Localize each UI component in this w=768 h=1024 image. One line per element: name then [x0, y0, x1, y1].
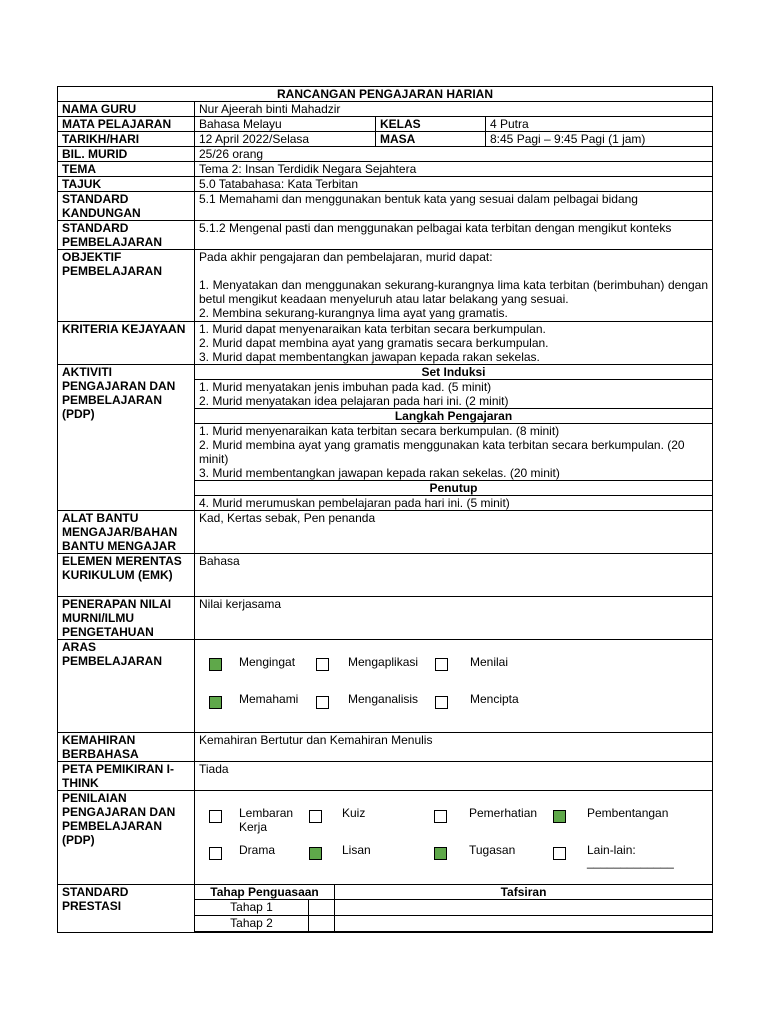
tafsiran-row-cell	[335, 900, 713, 916]
set-induksi-heading: Set Induksi	[195, 365, 712, 380]
peta-label: PETA PEMIKIRAN I-THINK	[58, 762, 195, 791]
tahap-row-cell	[309, 916, 335, 932]
kelas-label: KELAS	[376, 117, 486, 132]
objektif-item: 1. Menyatakan dan menggunakan sekurang-kurangnya lima kata terbitan (berimbuhan) dengan betul mengikut keadaan menyeluruh atau latar belakang yang sesuai.	[199, 278, 709, 306]
penilaian-checkbox-tugasan[interactable]	[434, 847, 447, 860]
tahap-row-label: Tahap 1	[195, 900, 309, 916]
aras-option-label: Menilai	[470, 655, 509, 669]
mata-pelajaran-label: MATA PELAJARAN	[58, 117, 195, 132]
aktiviti-label: AKTIVITI PENGAJARAN DAN PEMBELAJARAN (PDP)	[58, 365, 195, 511]
penilaian-option-label: Kuiz	[342, 806, 366, 820]
penutup-heading: Penutup	[195, 481, 712, 496]
kriteria-item: 3. Murid dapat membentangkan jawapan kepada rakan sekelas.	[199, 350, 540, 364]
penilaian-checkbox-pemerhatian[interactable]	[434, 810, 447, 823]
emk-value: Bahasa	[195, 554, 713, 597]
kriteria-item: 1. Murid dapat menyenaraikan kata terbitan secara berkumpulan.	[199, 322, 546, 336]
aras-checkbox-grid	[195, 640, 712, 732]
kelas-value: 4 Putra	[486, 117, 713, 132]
aras-checkbox-mengingat[interactable]	[209, 658, 222, 671]
kriteria-label: KRITERIA KEJAYAAN	[58, 322, 195, 365]
standard-pembelajaran-label: STANDARD PEMBELAJARAN	[58, 221, 195, 250]
langkah-item: 2. Murid membina ayat yang gramatis menggunakan kata terbitan secara berkumpulan. (20 minit)	[199, 438, 685, 466]
peta-value: Tiada	[195, 762, 713, 791]
emk-label: ELEMEN MERENTAS KURIKULUM (EMK)	[58, 554, 195, 597]
kriteria-value	[195, 322, 713, 365]
objektif-value	[195, 250, 713, 322]
tahap-row-cell	[309, 900, 335, 916]
tafsiran-row-cell	[335, 916, 713, 932]
alat-bantu-value: Kad, Kertas sebak, Pen penanda	[195, 511, 713, 554]
langkah-item: 1. Murid menyenaraikan kata terbitan secara berkumpulan. (8 minit)	[199, 424, 560, 438]
tajuk-label: TAJUK	[58, 177, 195, 192]
penilaian-checkbox-lisan[interactable]	[309, 847, 322, 860]
penilaian-option-label: Pemerhatian	[469, 806, 538, 820]
standard-pembelajaran-value: 5.1.2 Mengenal pasti dan menggunakan pelbagai kata terbitan dengan mengikut konteks	[195, 221, 713, 250]
penilaian-value	[195, 791, 713, 885]
standard-prestasi-value	[195, 885, 713, 933]
lain-lain-blank: _____________	[587, 855, 674, 869]
tahap-table	[195, 885, 713, 933]
aras-checkbox-mencipta[interactable]	[435, 696, 448, 709]
set-induksi-item: 2. Murid menyatakan idea pelajaran pada hari ini. (2 minit)	[199, 394, 509, 408]
tema-label: TEMA	[58, 162, 195, 177]
lesson-plan-table	[57, 86, 713, 933]
set-induksi-body	[195, 380, 712, 409]
penutup-item: 4. Murid merumuskan pembelajaran pada hari ini. (5 minit)	[199, 496, 510, 510]
tajuk-value: 5.0 Tatabahasa: Kata Terbitan	[195, 177, 713, 192]
kriteria-item: 2. Murid dapat membina ayat yang gramatis secara berkumpulan.	[199, 336, 549, 350]
kemahiran-value: Kemahiran Bertutur dan Kemahiran Menulis	[195, 733, 713, 762]
penilaian-option-label: Lembaran Kerja	[239, 806, 294, 834]
penilaian-option-label: Pembentangan	[587, 806, 669, 820]
aras-option-label: Memahami	[239, 692, 299, 706]
bil-murid-label: BIL. MURID	[58, 147, 195, 162]
nama-guru-value: Nur Ajeerah binti Mahadzir	[195, 102, 713, 117]
objektif-intro: Pada akhir pengajaran dan pembelajaran, murid dapat:	[199, 250, 493, 264]
objektif-item: 2. Membina sekurang-kurangnya lima ayat yang gramatis.	[199, 306, 508, 319]
tarikh-label: TARIKH/HARI	[58, 132, 195, 147]
penilaian-option-label: Lisan	[342, 843, 371, 857]
standard-prestasi-label: STANDARD PRESTASI	[58, 885, 195, 933]
aras-option-label: Menganalisis	[348, 692, 419, 706]
aras-checkbox-mengaplikasi[interactable]	[316, 658, 329, 671]
penilaian-checkbox-grid	[195, 791, 712, 884]
nilai-label: PENERAPAN NILAI MURNI/ILMU PENGETAHUAN	[58, 597, 195, 640]
tarikh-value: 12 April 2022/Selasa	[195, 132, 376, 147]
aras-option-label: Mengingat	[239, 655, 296, 669]
tahap-column-header: Tahap Penguasaan	[195, 885, 335, 900]
masa-label: MASA	[376, 132, 486, 147]
penutup-body	[195, 496, 712, 510]
mata-pelajaran-value: Bahasa Melayu	[195, 117, 376, 132]
tahap-row-label: Tahap 2	[195, 916, 309, 932]
standard-kandungan-label: STANDARD KANDUNGAN	[58, 192, 195, 221]
aras-checkbox-memahami[interactable]	[209, 696, 222, 709]
penilaian-label: PENILAIAN PENGAJARAN DAN PEMBELAJARAN (PDP)	[58, 791, 195, 885]
aras-checkbox-menganalisis[interactable]	[316, 696, 329, 709]
nilai-value: Nilai kerjasama	[195, 597, 713, 640]
tema-value: Tema 2: Insan Terdidik Negara Sejahtera	[195, 162, 713, 177]
aras-label: ARAS PEMBELAJARAN	[58, 640, 195, 733]
aras-checkbox-menilai[interactable]	[435, 658, 448, 671]
aktiviti-value	[195, 365, 713, 511]
penilaian-option-label: Drama	[239, 843, 276, 857]
objektif-label: OBJEKTIF PEMBELAJARAN	[58, 250, 195, 322]
aras-option-label: Mengaplikasi	[348, 655, 419, 669]
penilaian-checkbox-lembaran-kerja[interactable]	[209, 810, 222, 823]
bil-murid-value: 25/26 orang	[195, 147, 713, 162]
set-induksi-item: 1. Murid menyatakan jenis imbuhan pada kad. (5 minit)	[199, 380, 492, 394]
tafsiran-column-header: Tafsiran	[335, 885, 713, 900]
penilaian-option-label: Lain-lain:	[587, 843, 636, 857]
langkah-heading: Langkah Pengajaran	[195, 409, 712, 424]
alat-bantu-label: ALAT BANTU MENGAJAR/BAHAN BANTU MENGAJAR	[58, 511, 195, 554]
document-title: RANCANGAN PENGAJARAN HARIAN	[58, 87, 713, 102]
langkah-body	[195, 424, 712, 481]
nama-guru-label: NAMA GURU	[58, 102, 195, 117]
aras-option-label: Mencipta	[470, 692, 519, 706]
masa-value: 8:45 Pagi – 9:45 Pagi (1 jam)	[486, 132, 713, 147]
langkah-item: 3. Murid membentangkan jawapan kepada rakan sekelas. (20 minit)	[199, 466, 560, 480]
penilaian-checkbox-kuiz[interactable]	[309, 810, 322, 823]
penilaian-checkbox-pembentangan[interactable]	[553, 810, 566, 823]
penilaian-checkbox-drama[interactable]	[209, 847, 222, 860]
penilaian-option-label: Tugasan	[469, 843, 516, 857]
aras-value	[195, 640, 713, 733]
penilaian-checkbox-lain-lain[interactable]	[553, 847, 566, 860]
standard-kandungan-value: 5.1 Memahami dan menggunakan bentuk kata yang sesuai dalam pelbagai bidang	[195, 192, 713, 221]
kemahiran-label: KEMAHIRAN BERBAHASA	[58, 733, 195, 762]
